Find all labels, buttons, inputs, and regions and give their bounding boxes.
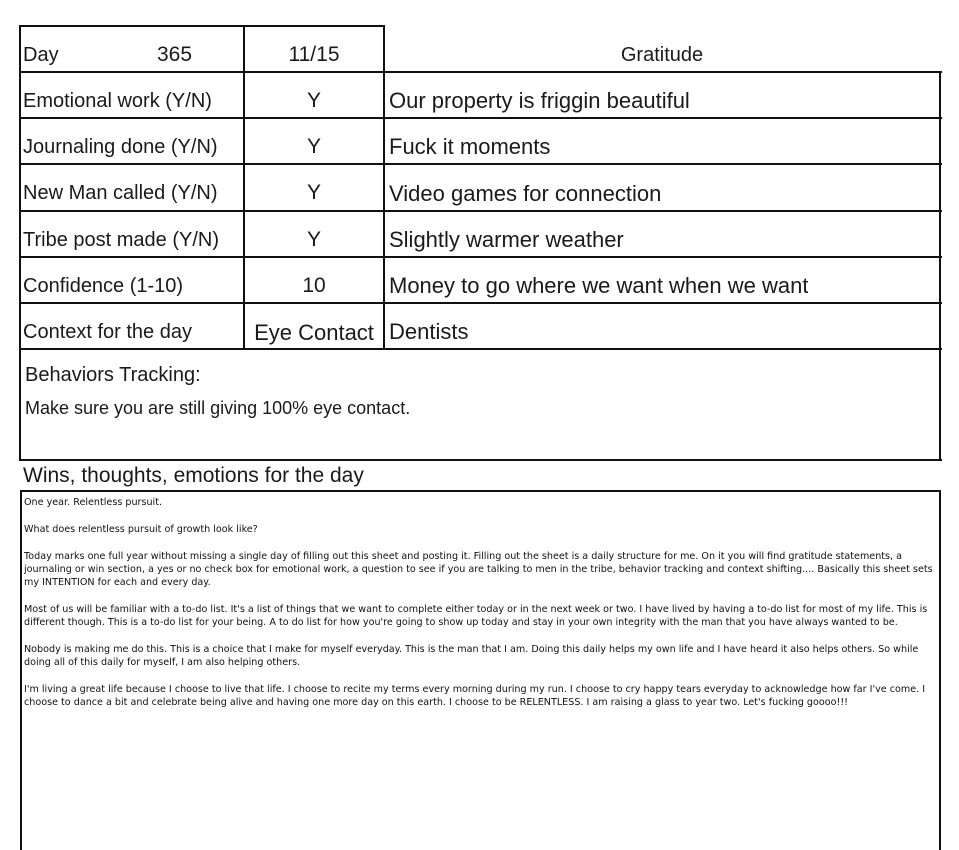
wins-paragraph: Nobody is making me do this. This is a choice that I make for myself everyday. This is the man that I am. Doing this daily helps my own life and I have heard it also helps others. So while doing all of this daily for myself, I am also helping others. [24,644,919,668]
gratitude-item: Our property is friggin beautiful [389,88,690,113]
wins-paragraph: Most of us will be familiar with a to-do list. It's a list of things that we want to complete either today or in the next week or two. I have lived by having a to-do list for most of my life. This is different though. This is a to-do list for your being. A to do list for how you're going to show up today and stay in your own integrity with the man that you have always wanted to be. [24,604,928,628]
wins-paragraph: What does relentless pursuit of growth look like? [24,524,258,535]
row-label-journaling: Journaling done (Y/N) [23,136,218,158]
row-label-confidence: Confidence (1-10) [23,275,184,297]
row-value-context: Eye Contact [254,320,374,345]
table-border [19,348,942,350]
behaviors-title: Behaviors Tracking: [25,364,201,386]
wins-paragraph: I'm living a great life because I choose to live that life. I choose to recite my terms every morning during my run. I choose to cry happy tears everyday to acknowledge how far I've come. I choose to dance a bit and celebrate being alive and having one more day on this earth. I choose to be RELENTLESS. I am raising a glass to year two. Let's fucking goooo!!! [24,684,926,708]
row-value-new-man-called: Y [306,181,321,204]
date-value: 11/15 [288,43,340,66]
gratitude-item: Video games for connection [389,181,662,206]
row-value-emotional-work: Y [306,89,321,112]
wins-text [24,496,939,723]
table-border [19,71,942,73]
wins-box [20,490,941,850]
gratitude-item: Slightly warmer weather [389,227,624,252]
table-border [19,256,942,258]
gratitude-item: Money to go where we want when we want [389,273,809,298]
table-border [939,71,941,461]
row-value-confidence: 10 [302,274,326,297]
table-border [19,117,942,119]
day-label: Day [23,44,59,66]
wins-paragraph: One year. Relentless pursuit. [24,497,163,508]
row-label-tribe-post: Tribe post made (Y/N) [23,229,219,251]
table-border [383,25,385,350]
gratitude-item: Dentists [389,319,469,344]
table-border [19,302,942,304]
gratitude-item: Fuck it moments [389,134,551,159]
table-border [19,459,942,461]
row-label-context: Context for the day [23,321,192,343]
table-border [19,25,385,27]
row-label-emotional-work: Emotional work (Y/N) [23,90,212,112]
gratitude-title: Gratitude [620,44,704,66]
table-border [19,210,942,212]
wins-title: Wins, thoughts, emotions for the day [23,464,364,487]
behaviors-text: Make sure you are still giving 100% eye contact. [25,398,411,418]
wins-paragraph: Today marks one full year without missing a single day of filling out this sheet and posting it. Filling out the sheet is a daily structure for me. On it you will find gratitude statements, a journaling or win section, a yes or no check box for emotional work, a question to see if you are talking to men in the tribe, behavior tracking and context shifting.... Basically this sheet sets my INTENTION for each and every day. [24,551,933,588]
table-border [19,163,942,165]
row-value-tribe-post: Y [306,228,321,251]
row-value-journaling: Y [306,135,321,158]
row-label-new-man-called: New Man called (Y/N) [23,182,218,204]
table-border [19,25,21,461]
day-number: 365 [157,43,193,66]
